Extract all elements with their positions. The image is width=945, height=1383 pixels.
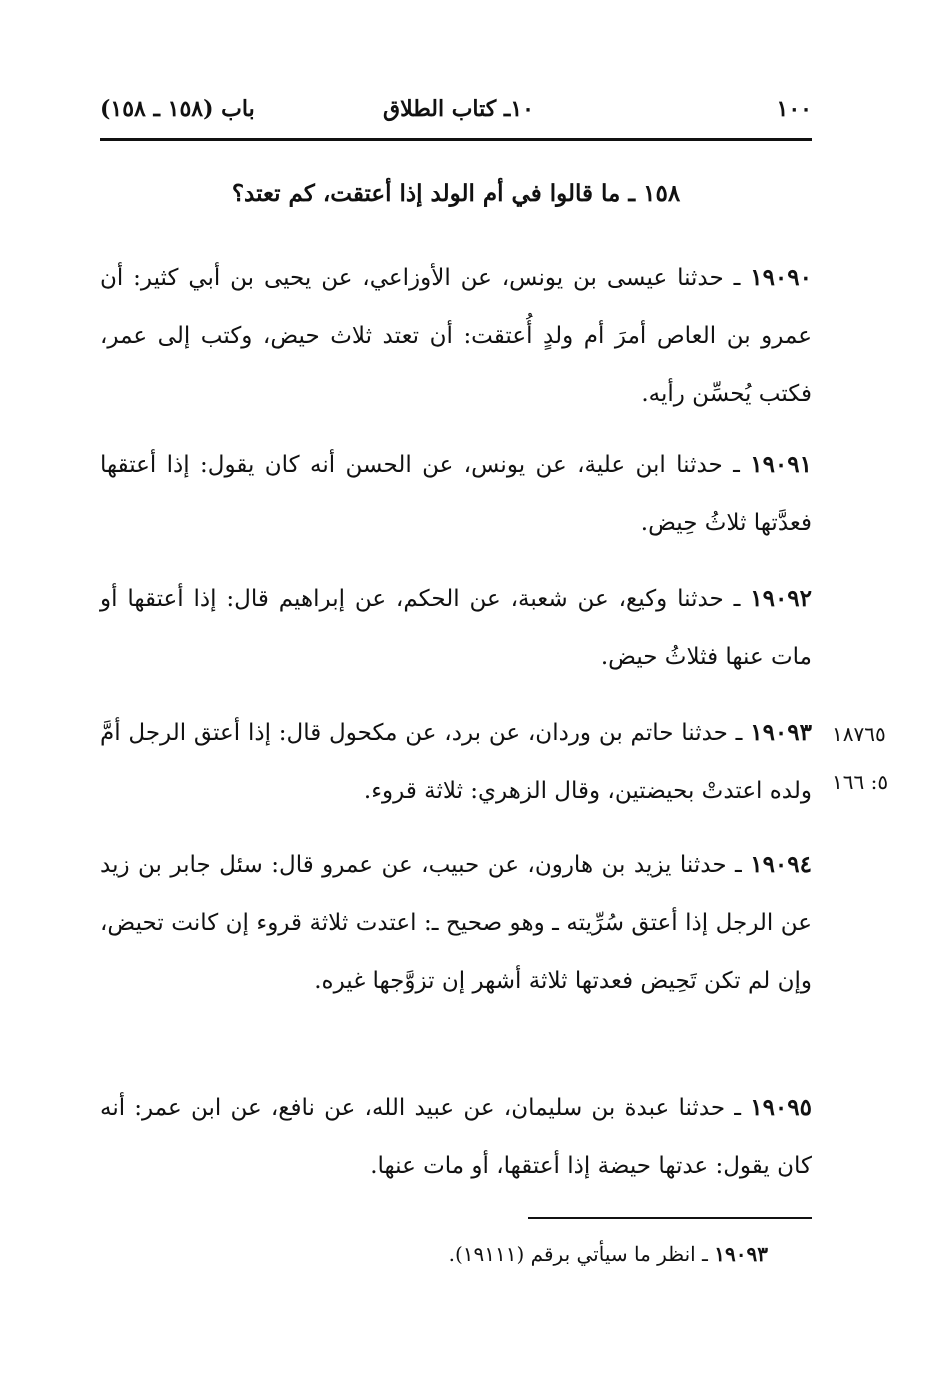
hadith-paragraph: [100, 836, 812, 1010]
hadith-number: ١٩٠٩٣: [750, 719, 812, 746]
hadith-text: ـ حدثنا يزيد بن هارون، عن حبيب، عن عمرو قال: سئل جابر بن زيد عن الرجل إذا أعتق سُرِّيته ـ وهو صحيح ـ: اعتدت ثلاثة قروء إن كانت تحيض، وإن لم تكن تَحِيض فعدتها ثلاثة أشهر إن تزوَّجها غيره.: [100, 852, 812, 994]
hadith-text: ـ حدثنا عبدة بن سليمان، عن عبيد الله، عن نافع، عن ابن عمر: أنه كان يقول: عدتها حيضة إذا أعتقها، أو مات عنها.: [100, 1095, 812, 1179]
hadith-number: ١٩٠٩٥: [750, 1094, 812, 1121]
header-divider: [100, 138, 812, 141]
book-title: ١٠ـ كتاب الطلاق: [383, 96, 534, 122]
hadith-paragraph: [100, 704, 812, 820]
hadith-number: ١٩٠٩١: [750, 451, 812, 478]
footnote-divider: [528, 1217, 812, 1219]
hadith-paragraph: [100, 436, 812, 552]
hadith-number: ١٩٠٩٢: [750, 585, 813, 612]
hadith-paragraph: [100, 570, 812, 686]
footnote-number: ١٩٠٩٣: [714, 1242, 768, 1266]
footnote-text: ـ انظر ما سيأتي برقم (١٩١١١).: [448, 1242, 715, 1266]
hadith-paragraph: [100, 249, 812, 423]
hadith-text: ـ حدثنا ابن علية، عن يونس، عن الحسن أنه كان يقول: إذا أعتقها فعدَّتها ثلاثُ حِيض.: [100, 452, 812, 536]
hadith-text: ـ حدثنا عيسى بن يونس، عن الأوزاعي، عن يحيى بن أبي كثير: أن عمرو بن العاص أمرَ أم ولدٍ أُعتقت: أن تعتد ثلاث حيض، وكتب إلى عمر، فكتب يُحسِّن رأيه.: [100, 265, 812, 407]
hadith-number: ١٩٠٩٠: [750, 264, 812, 291]
chapter-heading: ١٥٨ ـ ما قالوا في أم الولد إذا أعتقت، كم تعتد؟: [231, 180, 681, 207]
chapter-range: باب (١٥٨ ـ ١٥٨): [100, 96, 255, 122]
hadith-text: ـ حدثنا وكيع، عن شعبة، عن الحكم، عن إبراهيم قال: إذا أعتقها أو مات عنها فثلاثُ حيض.: [100, 586, 812, 670]
running-header: [100, 96, 812, 136]
hadith-paragraph: [100, 1079, 812, 1195]
margin-reference: ٥: ١٦٦: [832, 770, 889, 794]
margin-reference: ١٨٧٦٥: [832, 722, 886, 746]
hadith-text: ـ حدثنا حاتم بن وردان، عن برد، عن مكحول قال: إذا أعتق الرجل أمَّ ولده اعتدتْ بحيضتين، وقال الزهري: ثلاثة قروء.: [100, 720, 812, 804]
footnote: [100, 1242, 768, 1266]
page-number: ١٠٠: [776, 96, 812, 122]
hadith-number: ١٩٠٩٤: [750, 851, 812, 878]
